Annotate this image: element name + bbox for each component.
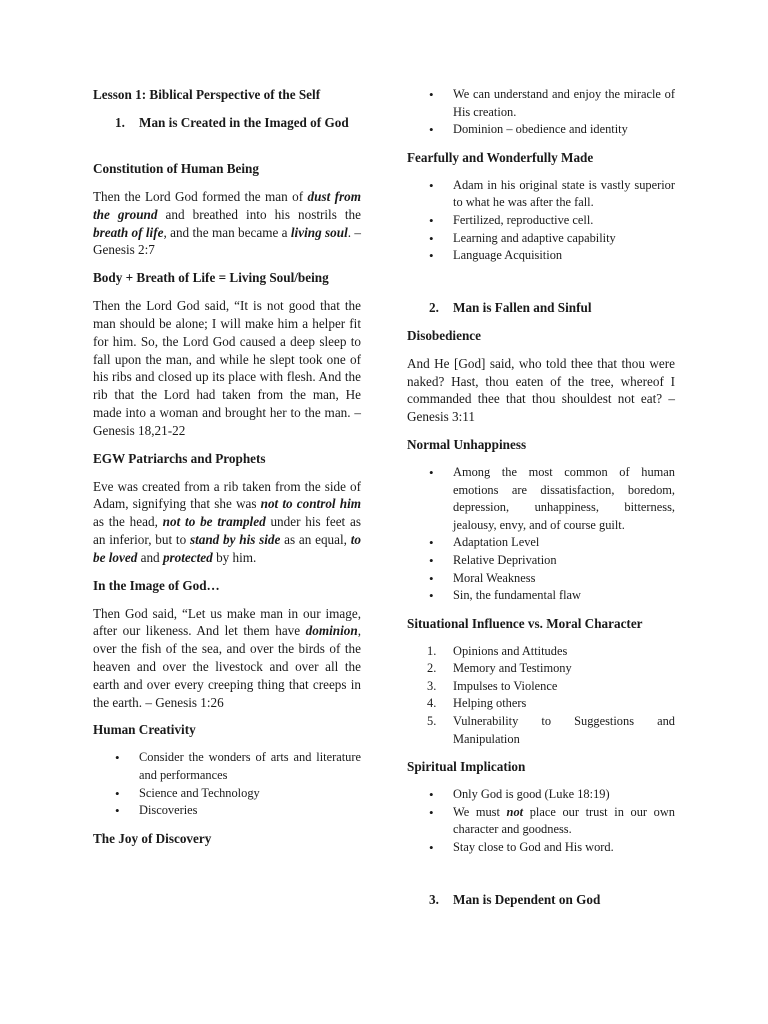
list-item	[407, 695, 675, 713]
list-item: • Among the most common of human emotions are dissatisfaction, boredom, depression, unhappiness, bitterness, jealousy, envy, and of course guilt.	[407, 464, 675, 534]
fearfully-heading: Fearfully and Wonderfully Made	[407, 149, 594, 165]
spiritual-list	[407, 786, 675, 856]
section-1-title: Man is Created in the Imaged of God	[139, 115, 349, 130]
section-1-heading	[93, 114, 361, 132]
text-run: place our trust in our own character and goodness.	[453, 804, 675, 837]
text-run: We must	[453, 804, 507, 819]
disobedience-heading: Disobedience	[407, 327, 481, 343]
emphasis: living soul	[290, 224, 348, 240]
list-number: 4.	[427, 696, 437, 711]
text-run: by him.	[212, 549, 257, 565]
genesis-3-11-paragraph: And He [God] said, who told thee that thou were naked? Hast, thou eaten of the tree, whereof I commanded thee that thou shouldest not eat? – Genesis 3:11	[407, 355, 675, 425]
right-column	[407, 86, 675, 919]
list-item: • Learning and adaptive capability	[407, 230, 675, 248]
text-run: as an equal,	[280, 531, 351, 547]
text-run: , and the man became a	[163, 224, 291, 240]
list-item	[407, 804, 675, 839]
fearfully-list	[407, 177, 675, 265]
text-run: and breathed into his nostrils the	[157, 206, 362, 222]
list-text: Opinions and Attitudes	[453, 643, 568, 658]
normal-unhappiness-heading: Normal Unhappiness	[407, 436, 527, 452]
list-item	[407, 643, 675, 661]
situational-list	[407, 643, 675, 749]
text-run: under his feet as an inferior, but to	[93, 514, 361, 547]
section-2-number: 2.	[429, 299, 439, 315]
emphasis: breath of life	[93, 224, 164, 240]
list-item: • Stay close to God and His word.	[407, 839, 675, 857]
egw-paragraph	[93, 478, 361, 567]
list-number: 3.	[427, 678, 437, 693]
list-item: • Relative Deprivation	[407, 552, 675, 570]
left-column	[93, 86, 361, 858]
section-2-heading	[407, 299, 675, 317]
emphasis: protected	[162, 549, 213, 565]
body-breath-heading: Body + Breath of Life = Living Soul/being	[93, 270, 329, 286]
list-item: • Fertilized, reproductive cell.	[407, 212, 675, 230]
emphasis: stand by his side	[189, 531, 281, 547]
genesis-1-26-paragraph	[93, 605, 361, 712]
list-item: • Adaptation Level	[407, 534, 675, 552]
text-run: and	[137, 549, 163, 565]
section-3-title: Man is Dependent on God	[453, 891, 601, 907]
text-run: , over the fish of the sea, and over the birds of the heaven and over the livestock and over all the earth and over every creeping thing that creeps in the earth. – Genesis 1:26	[93, 623, 361, 710]
list-number: 5.	[427, 714, 437, 729]
list-number: 2.	[427, 661, 437, 676]
list-item: • Sin, the fundamental flaw	[407, 587, 675, 605]
genesis-18-paragraph: Then the Lord God said, “It is not good that the man should be alone; I will make him a helper fit for him. So, the Lord God caused a deep sleep to fall upon the man, and while he slept took one of his ribs and closed up its place with flesh. And the rib that the Lord had taken from the man, He made into a woman and brought her to the man. – Genesis 18,21-22	[93, 298, 361, 438]
list-text: Memory and Testimony	[453, 661, 572, 676]
emphasis: dust from the ground	[93, 189, 361, 222]
emphasis: not to control him	[260, 496, 361, 512]
list-item: • Adam in his original state is vastly superior to what he was after the fall.	[407, 177, 675, 212]
spiritual-implication-heading: Spiritual Implication	[407, 759, 526, 775]
text-run: as the head,	[93, 514, 163, 530]
text-run: Then God said, “Let us make man in our image, after our likeness. And let them have	[93, 605, 361, 639]
genesis-2-7-paragraph	[93, 188, 361, 259]
section-3-number: 3.	[429, 891, 439, 907]
list-item: • Science and Technology	[93, 785, 361, 803]
creativity-list	[93, 749, 361, 819]
list-item	[407, 678, 675, 696]
joy-of-discovery-heading: The Joy of Discovery	[93, 830, 212, 846]
list-number: 1.	[427, 643, 437, 658]
section-3-heading	[407, 891, 675, 909]
situational-heading: Situational Influence vs. Moral Character	[407, 615, 643, 631]
list-item: • Dominion – obedience and identity	[407, 121, 675, 139]
list-text: Impulses to Violence	[453, 678, 558, 693]
list-item: • Discoveries	[93, 802, 361, 820]
emphasis: dominion	[305, 623, 358, 639]
emphasis: to be loved	[93, 531, 361, 565]
list-text: Helping others	[453, 696, 527, 711]
section-2-title: Man is Fallen and Sinful	[453, 299, 592, 315]
human-creativity-heading: Human Creativity	[93, 722, 196, 738]
list-text: Vulnerability to Suggestions and Manipulation	[453, 714, 675, 746]
emphasis: not	[506, 804, 524, 819]
list-item: • Language Acquisition	[407, 247, 675, 265]
list-item: • Consider the wonders of arts and literature and performances	[93, 749, 361, 784]
list-item	[407, 660, 675, 678]
image-of-god-heading: In the Image of God…	[93, 577, 220, 593]
emphasis: not to be trampled	[162, 514, 266, 530]
lesson-title: Lesson 1: Biblical Perspective of the Self	[93, 87, 321, 102]
text-run: Then the Lord God formed the man of	[93, 189, 308, 204]
joy-list	[407, 86, 675, 139]
list-item: • Only God is good (Luke 18:19)	[407, 786, 675, 804]
list-item	[407, 713, 675, 748]
constitution-heading: Constitution of Human Being	[93, 161, 259, 176]
egw-heading: EGW Patriarchs and Prophets	[93, 450, 266, 466]
text-run: Eve was created from a rib taken from the side of Adam, signifying that she was	[93, 478, 361, 512]
section-1-number: 1.	[115, 115, 125, 130]
unhappiness-list	[407, 464, 675, 605]
list-item: • We can understand and enjoy the miracle of His creation.	[407, 86, 675, 121]
list-item: • Moral Weakness	[407, 570, 675, 588]
text-run: . – Genesis 2:7	[93, 224, 361, 258]
